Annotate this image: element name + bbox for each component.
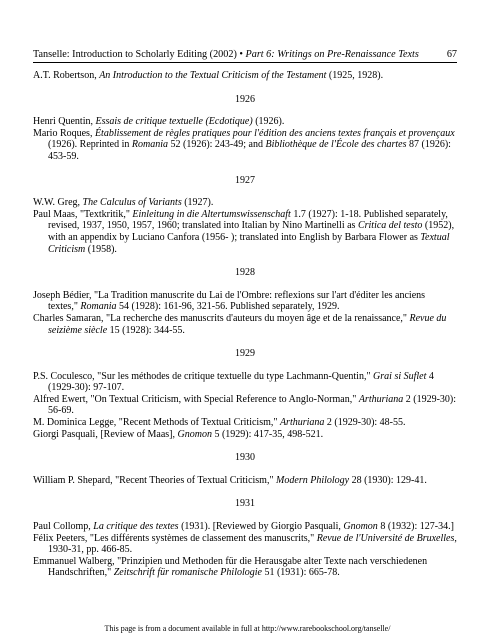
entry-text: (1931). [Reviewed by Giorgio Pasquali,	[178, 521, 344, 533]
bibliography-list	[33, 70, 457, 579]
entry-text: W.W. Greg,	[33, 197, 83, 209]
entry-text: 2 (1929-30): 56-69.	[48, 393, 457, 417]
entry-title-italic: The Calculus of Variants	[82, 197, 182, 209]
bibliography-entry	[33, 128, 457, 163]
entry-title-italic: Romania	[131, 139, 168, 151]
spacer	[33, 255, 457, 267]
entry-title-italic: Zeitschrift für romanische Philologie	[113, 567, 262, 579]
entry-title-italic: An Introduction to the Textual Criticism of the Testament	[99, 70, 327, 81]
entry-title-italic: Einleitung in die Altertumswissenschaft	[132, 208, 291, 220]
entry-text: 4 (1929-30): 97-107.	[48, 370, 434, 394]
bibliography-entry	[33, 556, 457, 579]
entry-text: 2 (1929-30): 48-55.	[324, 417, 406, 429]
entry-title-italic: Arthuriana	[358, 393, 404, 405]
entry-text: 5 (1929): 417-35, 498-521.	[211, 428, 324, 440]
entry-title-italic: Essais de critique textuelle (Ecdotique)	[95, 116, 253, 128]
entry-text: Alfred Ewert, "On Textual Criticism, with Special Reference to Anglo-Norman,"	[33, 393, 359, 405]
entry-title-italic: Modern Philology	[276, 474, 350, 486]
entry-text: 87 (1926): 453-59.	[48, 139, 451, 162]
bibliography-entry	[33, 475, 457, 487]
entry-text: William P. Shepard, "Recent Theories of Textual Criticism,"	[33, 474, 277, 486]
entry-title-italic: Établissement de règles pratiques pour l'édition des anciens textes français et provençaux	[94, 127, 455, 139]
entry-title-italic: Revue du seizième siècle	[48, 312, 447, 336]
running-header	[33, 48, 457, 61]
entry-title-italic: Critica del testo	[357, 220, 423, 232]
header-rule	[33, 62, 457, 63]
entry-text: (1958).	[85, 243, 117, 255]
entry-text: 54 (1928): 161-96, 321-56. Published separately, 1929.	[116, 301, 340, 313]
entry-text: Charles Samaran, "La recherche des manuscrits d'auteurs du moyen âge et de la renaissance,"	[33, 312, 410, 324]
spacer	[33, 464, 457, 475]
bibliography-entry	[33, 197, 457, 209]
entry-text: 52 (1926): 243-49; and	[167, 139, 266, 151]
year-heading: 1929	[235, 348, 255, 360]
footer-note: This page is from a document available in full at http://www.rarebookschool.org/tanselle/	[104, 624, 391, 633]
entry-text: Joseph Bédier, "La Tradition manuscrite du Lai de l'Ombre: reflexions sur l'art d'éditer les anciens textes,"	[33, 289, 426, 313]
spacer	[33, 486, 457, 498]
entry-title-italic: Bibliothèque de l'École des chartes	[265, 139, 407, 151]
entry-text: (1927).	[181, 197, 214, 209]
header-bullet: •	[239, 49, 243, 60]
entry-text: P.S. Coculesco, "Sur les méthodes de critique textuelle du type Lachmann-Quentin,"	[33, 370, 374, 382]
entry-title-italic: Gnomon	[177, 428, 212, 440]
header-title: Tanselle: Introduction to Scholarly Editing (2002)	[33, 49, 237, 60]
page-number: 67	[446, 49, 457, 60]
entry-title-italic: La critique des textes	[93, 521, 179, 533]
entry-text: Paul Collomp,	[33, 521, 94, 533]
entry-text: Emmanuel Walberg, "Prinzipien und Methoden für die Herausgabe alter Texte nach verschiedenen Handschriften,"	[33, 555, 428, 579]
entry-text: (1925, 1928).	[326, 70, 384, 81]
bibliography-entry	[33, 313, 457, 336]
spacer	[33, 82, 457, 94]
entry-title-italic: Romania	[80, 301, 117, 313]
entry-text: 1.7 (1927): 1-18. Published separately, revised, 1937, 1950, 1957, 1960; translated into Italian by Nino Martinelli as	[48, 208, 448, 232]
entry-title-italic: Revue de l'Université de Bruxelles	[316, 532, 455, 544]
spacer	[33, 105, 457, 116]
entry-text: , 1930-31, pp. 466-85.	[48, 532, 457, 556]
year-heading: 1926	[235, 93, 255, 105]
entry-title-italic: Gnomon	[343, 521, 378, 533]
entry-text: 51 (1931): 665-78.	[261, 567, 340, 579]
bibliography-entry	[33, 209, 457, 255]
spacer	[33, 360, 457, 371]
entry-text: 28 (1930): 129-41.	[349, 474, 427, 486]
entry-text: A.T. Robertson,	[33, 70, 100, 81]
bibliography-entry	[33, 371, 457, 394]
entry-title-italic: Grai si Suflet	[373, 370, 427, 382]
entry-text: Paul Maas, "Textkritik,"	[33, 208, 133, 220]
bibliography-entry	[33, 394, 457, 417]
bibliography-entry	[33, 533, 457, 556]
spacer	[33, 279, 457, 290]
entry-title-italic: Textual Criticism	[48, 231, 450, 255]
bibliography-entry	[33, 116, 457, 128]
entry-text: Félix Peeters, "Les différents systèmes de classement des manuscrits,"	[33, 532, 317, 544]
bibliography-entry	[33, 417, 457, 429]
spacer	[33, 186, 457, 197]
year-heading: 1927	[235, 174, 255, 186]
year-heading: 1928	[235, 267, 255, 279]
bibliography-entry	[33, 290, 457, 313]
entry-title-italic: Arthuriana	[279, 417, 325, 429]
entry-text: Giorgi Pasquali, [Review of Maas],	[33, 428, 178, 440]
entry-text: Mario Roques,	[33, 127, 95, 139]
spacer	[33, 440, 457, 452]
entry-text: (1926).	[252, 116, 285, 128]
entry-text: M. Dominica Legge, "Recent Methods of Textual Criticism,"	[33, 417, 280, 429]
spacer	[33, 336, 457, 348]
entry-text: 15 (1928): 344-55.	[107, 324, 185, 336]
entry-text: (1926). Reprinted in	[48, 139, 132, 151]
spacer	[33, 163, 457, 175]
bibliography-entry	[33, 429, 457, 441]
year-heading: 1930	[235, 452, 255, 464]
header-section: Part 6: Writings on Pre-Renaissance Texts	[245, 49, 419, 60]
spacer	[33, 510, 457, 521]
entry-text: 8 (1932): 127-34.]	[377, 521, 454, 533]
year-heading: 1931	[235, 498, 255, 510]
entry-text: (1952), with an appendix by Luciano Canfora (1956- ); translated into English by Barbara Flower as	[48, 220, 455, 243]
bibliography-entry	[33, 521, 457, 533]
entry-text: Henri Quentin,	[33, 116, 96, 128]
bibliography-entry	[33, 70, 457, 82]
